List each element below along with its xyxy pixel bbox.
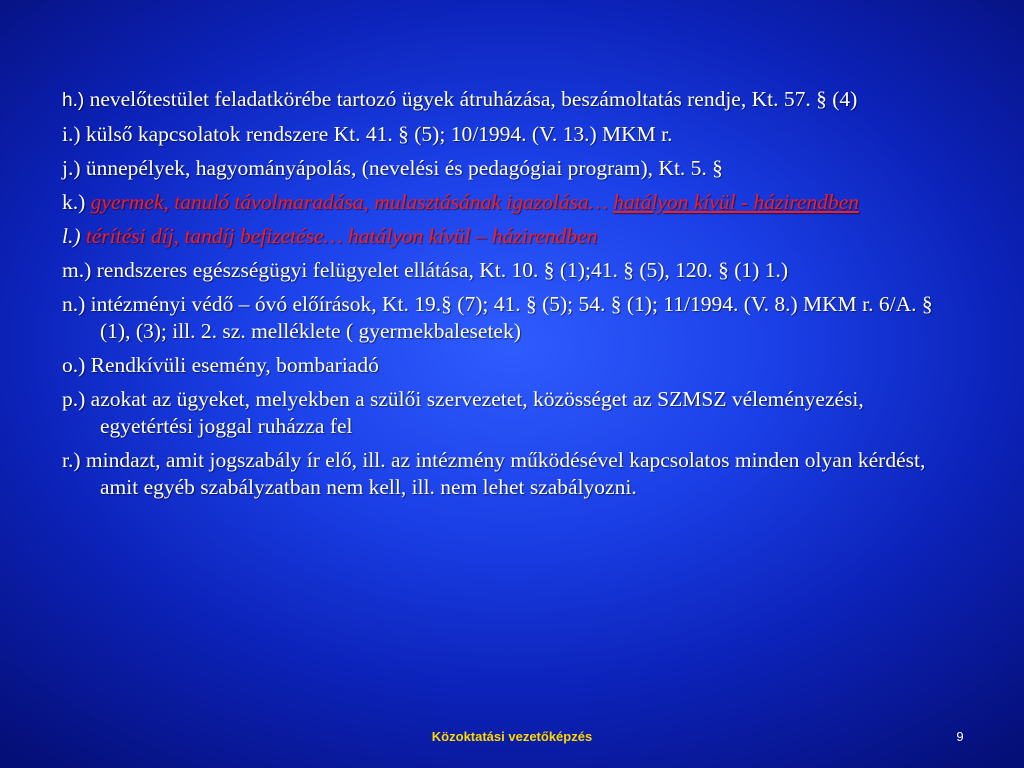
list-item-l <box>62 223 962 250</box>
list-item-n <box>62 291 962 345</box>
footer-title: Közoktatási vezetőképzés <box>431 729 593 744</box>
item-text: i.) külső kapcsolatok rendszere Kt. 41. § (5); 10/1994. (V. 13.) MKM r. <box>62 122 673 146</box>
list-item-j <box>62 155 962 182</box>
item-label: l.) <box>62 224 81 248</box>
slide-content <box>62 86 962 508</box>
list-item-m <box>62 257 962 284</box>
list-item-k <box>62 189 962 216</box>
list-item-o <box>62 352 962 379</box>
list-item-h <box>62 86 962 114</box>
item-label: h.) <box>62 90 85 111</box>
item-text: o.) Rendkívüli esemény, bombariadó <box>62 353 379 377</box>
item-red-text: térítési díj, tandíj befizetése… hatályon kívül – házirendben <box>85 224 598 248</box>
list-item-i <box>62 121 962 148</box>
list-item-p <box>62 386 962 440</box>
item-label: k.) <box>62 190 86 214</box>
item-text: n.) intézményi védő – óvó előírások, Kt. 19.§ (7); 41. § (5); 54. § (1); 11/1994. (V. 8.) MKM r. 6/A. § (1), (3); ill. 2. sz. melléklete ( gyermekbalesetek) <box>62 292 933 343</box>
item-text: nevelőtestület feladatkörébe tartozó ügyek átruházása, beszámoltatás rendje, Kt. 57. § (4) <box>84 87 858 111</box>
item-text: r.) mindazt, amit jogszabály ír elő, ill. az intézmény működésével kapcsolatos minden olyan kérdést, amit egyéb szabályzatban nem kell, ill. nem lehet szabályozni. <box>62 448 926 499</box>
item-red-text: gyermek, tanuló távolmaradása, mulasztásának igazolása… <box>90 190 608 214</box>
item-text: p.) azokat az ügyeket, melyekben a szülői szervezetet, közösséget az SZMSZ véleményezési, egyetértési joggal ruházza fel <box>62 387 864 438</box>
item-text: m.) rendszeres egészségügyi felügyelet ellátása, Kt. 10. § (1);41. § (5), 120. § (1) 1.) <box>62 258 788 282</box>
list-item-r <box>62 447 962 501</box>
item-text: j.) ünnepélyek, hagyományápolás, (nevelési és pedagógiai program), Kt. 5. § <box>62 156 723 180</box>
item-red-underlined-text: hatályon kívül - házirendben <box>613 190 860 214</box>
page-number: 9 <box>956 729 964 744</box>
